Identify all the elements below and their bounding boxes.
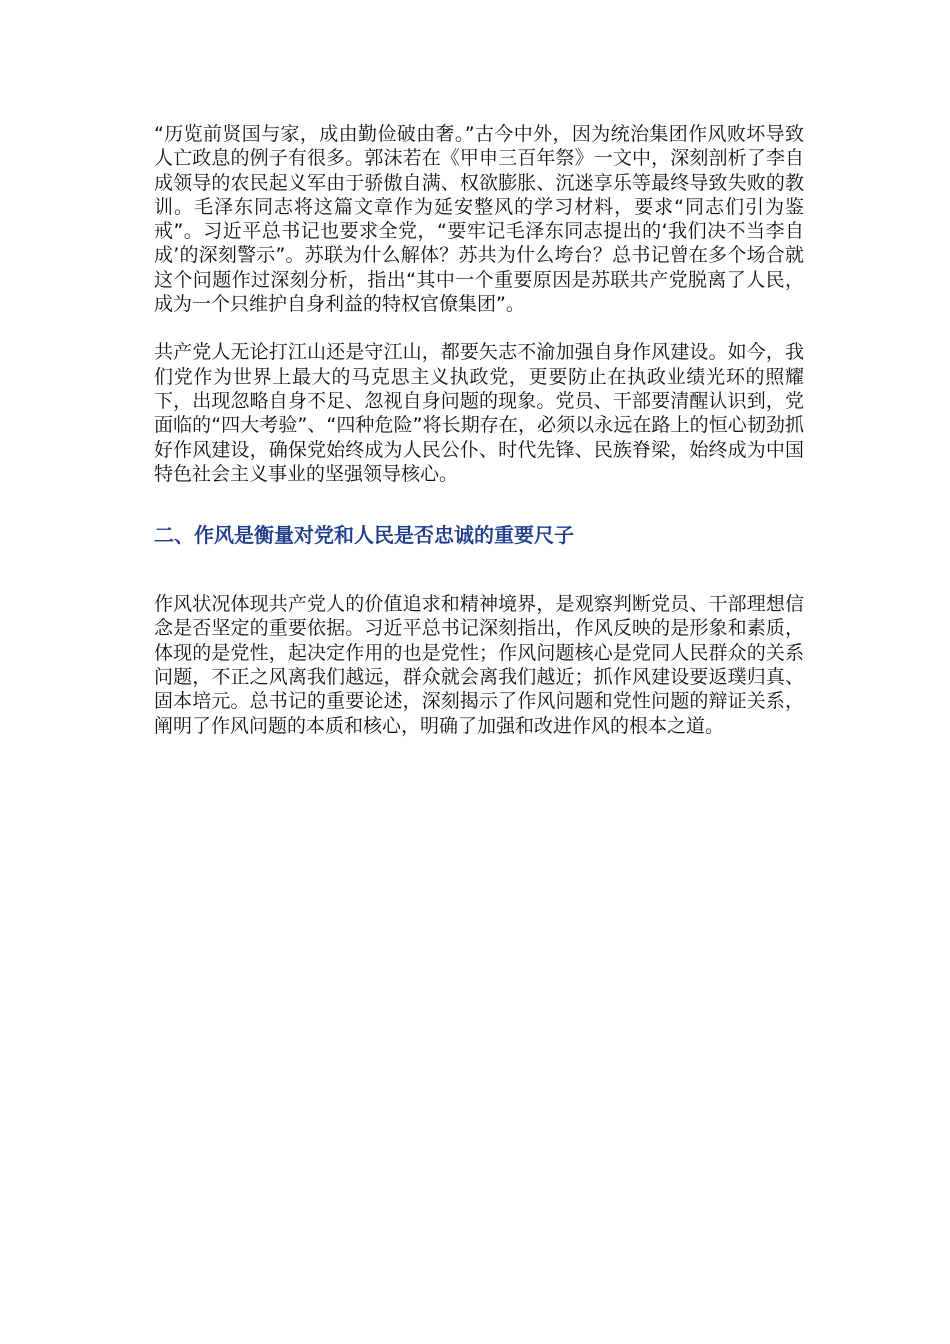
paragraph-work-style-construction: 共产党人无论打江山还是守江山，都要矢志不渝加强自身作风建设。如今，我们党作为世界上最大的马克思主义执政党，更要防止在执政业绩光环的照耀下，出现忽略自身不足、忽视自身问题的现象。党员、干部要清醒认识到，党面临的“四大考验”、“四种危险”将长期存在，必须以永远在路上的恒心韧劲抓好作风建设，确保党始终成为人民公仆、时代先锋、民族脊梁，始终成为中国特色社会主义事业的坚强领导核心。 (154, 341, 804, 485)
section-heading: 二、作风是衡量对党和人民是否忠诚的重要尺子 (154, 523, 574, 548)
paragraph-historical-lessons: “历览前贤国与家，成由勤俭破由奢。”古今中外，因为统治集团作风败坏导致人亡政息的例子有很多。郭沫若在《甲申三百年祭》一文中，深刻剖析了李自成领导的农民起义军由于骄傲自满、权欲膨胀、沉迷享乐等最终导致失败的教训。毛泽东同志将这篇文章作为延安整风的学习材料，要求“同志们引为鉴戒”。习近平总书记也要求全党，“要牢记毛泽东同志提出的‘我们决不当李自成’的深刻警示”。苏联为什么解体？苏共为什么垮台？总书记曾在多个场合就这个问题作过深刻分析，指出“其中一个重要原因是苏联共产党脱离了人民，成为一个只维护自身利益的特权官僚集团”。 (154, 123, 804, 316)
document-body (154, 122, 804, 738)
paragraph-work-style-loyalty: 作风状况体现共产党人的价值追求和精神境界，是观察判断党员、干部理想信念是否坚定的重要依据。习近平总书记深刻指出，作风反映的是形象和素质，体现的是党性，起决定作用的也是党性；作风问题核心是党同人民群众的关系问题，不正之风离我们越远，群众就会离我们越近；抓作风建设要返璞归真、固本培元。总书记的重要论述，深刻揭示了作风问题和党性问题的辩证关系，阐明了作风问题的本质和核心，明确了加强和改进作风的根本之道。 (154, 593, 804, 737)
